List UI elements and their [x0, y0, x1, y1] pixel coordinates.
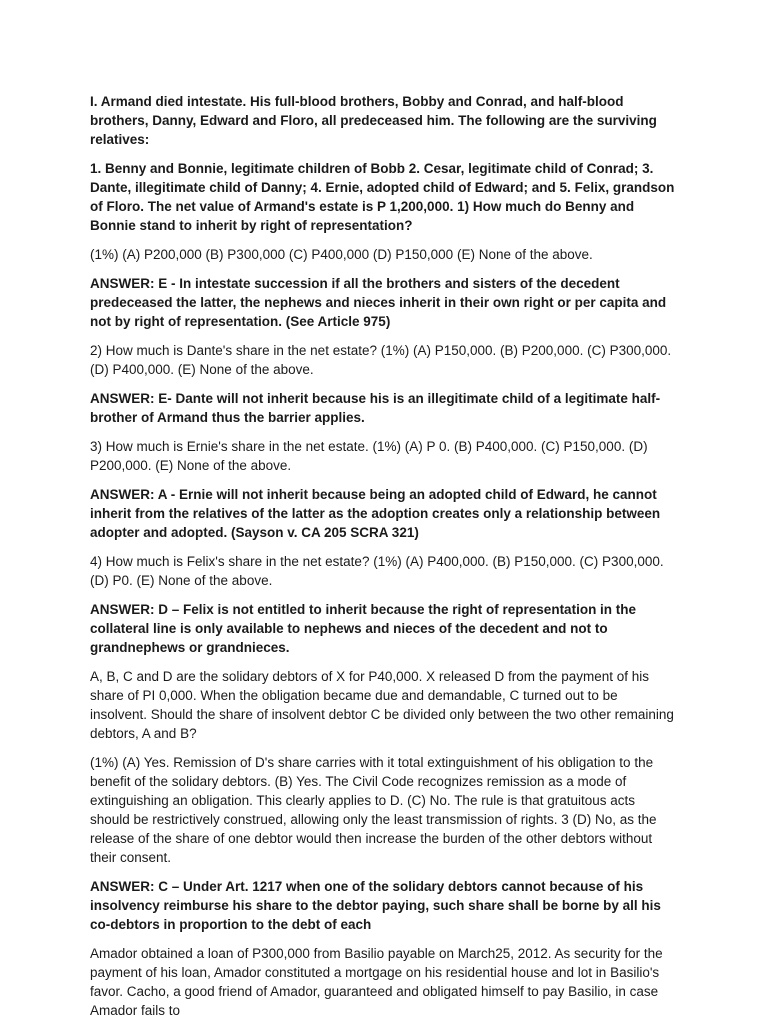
paragraph: ANSWER: E- Dante will not inherit because his is an illegitimate child of a legitimate half-brother of Armand thus the barrier applies. [90, 391, 661, 425]
paragraph: 1. Benny and Bonnie, legitimate children of Bobb 2. Cesar, legitimate child of Conrad; 3. Dante, illegitimate child of Danny; 4. Ernie, adopted child of Edward; and 5. Felix, grandson of Floro. The net value of Armand's estate is P 1,200,000. 1) How much do Benny and Bonnie stand to inherit by right of representation? [90, 161, 675, 233]
paragraph: Amador obtained a loan of P300,000 from Basilio payable on March25, 2012. As security for the payment of his loan, Amador constituted a mortgage on his residential house and lot in Basilio's favor. Cacho, a good friend of Amador, guaranteed and obligated himself to pay Basilio, in case Amador fails to [90, 946, 663, 1018]
paragraph: ANSWER: E - In intestate succession if all the brothers and sisters of the decedent predeceased the latter, the nephews and nieces inherit in their own right or per capita and not by right of representation. (See Article 975) [90, 276, 667, 329]
paragraph: I. Armand died intestate. His full-blood brothers, Bobby and Conrad, and half-blood brothers, Danny, Edward and Floro, all predeceased him. The following are the surviving relatives: [90, 94, 657, 147]
paragraph: A, B, C and D are the solidary debtors of X for P40,000. X released D from the payment of his share of PI 0,000. When the obligation became due and demandable, C turned out to be insolvent. Should the share of insolvent debtor C be divided only between the two other remaining debtors, A and B? [90, 669, 674, 741]
paragraph: ANSWER: D – Felix is not entitled to inherit because the right of representation in the collateral line is only available to nephews and nieces of the decedent and not to grandnephews or grandnieces. [90, 602, 637, 655]
paragraph: ANSWER: C – Under Art. 1217 when one of the solidary debtors cannot because of his insolvency reimburse his share to the debtor paying, such share shall be borne by all his co-debtors in proportion to the debt of each [90, 879, 661, 932]
paragraph: 2) How much is Dante's share in the net estate? (1%) (A) P150,000. (B) P200,000. (C) P300,000. (D) P400,000. (E) None of the above. [90, 343, 672, 377]
paragraph: 4) How much is Felix's share in the net estate? (1%) (A) P400,000. (B) P150,000. (C) P300,000. (D) P0. (E) None of the above. [90, 554, 664, 588]
paragraph: ANSWER: A - Ernie will not inherit because being an adopted child of Edward, he cannot inherit from the relatives of the latter as the adoption creates only a relationship between adopter and adopted. (Sayson v. CA 205 SCRA 321) [90, 487, 661, 540]
paragraph: (1%) (A) P200,000 (B) P300,000 (C) P400,000 (D) P150,000 (E) None of the above. [90, 247, 593, 262]
paragraph: (1%) (A) Yes. Remission of D's share carries with it total extinguishment of his obligation to the benefit of the solidary debtors. (B) Yes. The Civil Code recognizes remission as a mode of extinguishing an obligation. This clearly applies to D. (C) No. The rule is that gratuitous acts should be restrictively construed, allowing only the least transmission of rights. 3 (D) No, as the release of the share of one debtor would then increase the burden of the other debtors without their consent. [90, 755, 657, 865]
paragraph: 3) How much is Ernie's share in the net estate. (1%) (A) P 0. (B) P400,000. (C) P150,000. (D) P200,000. (E) None of the above. [90, 439, 648, 473]
